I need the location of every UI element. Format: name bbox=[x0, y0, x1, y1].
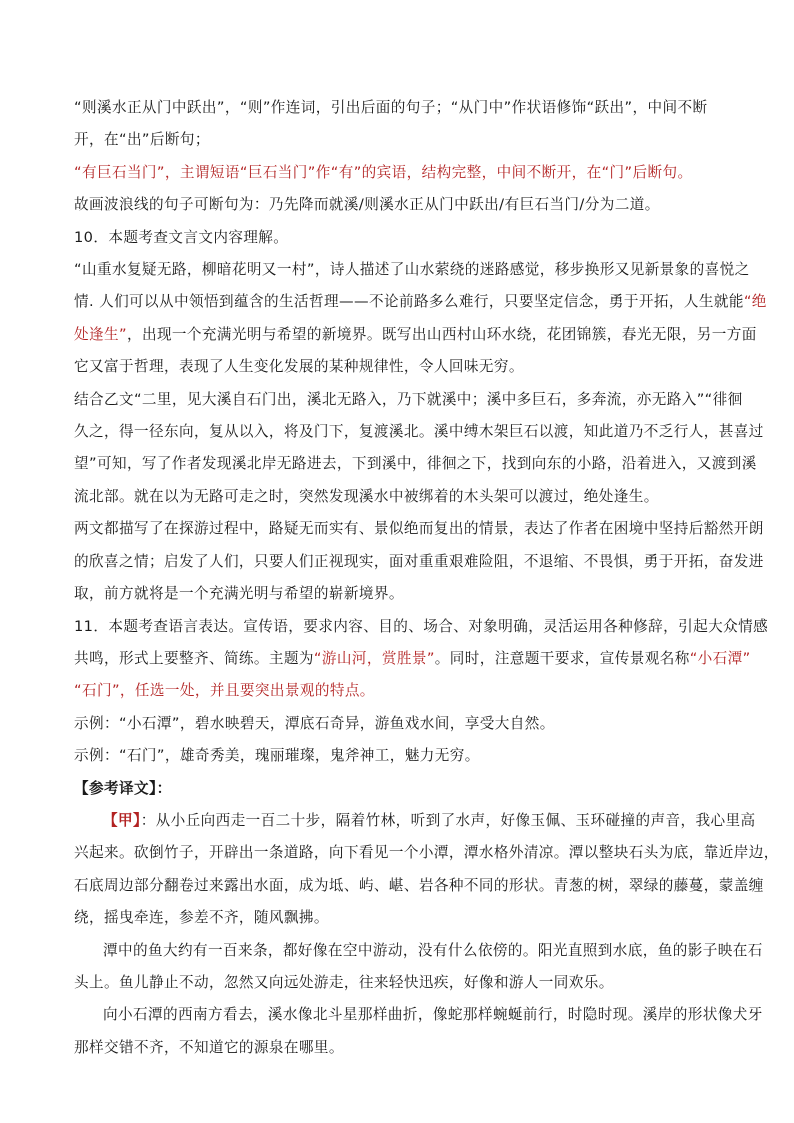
highlighted-line: “石门”，任选一处，并且要突出景观的特点。 bbox=[74, 682, 375, 700]
text-span: 共鸣，形式上要整齐、简练。主题为 bbox=[74, 649, 314, 667]
text-span: 。同时，注意题干要求，宣传景观名称 bbox=[434, 649, 690, 667]
text-line: 潭中的鱼大约有一百来条，都好像在空中游动，没有什么依傍的。阳光直照到水底，鱼的影子映在石 bbox=[103, 941, 763, 959]
text-line bbox=[74, 286, 767, 318]
text-line: 它又富于哲理，表现了人生变化发展的某种规律性，令人回味无穷。 bbox=[74, 358, 524, 376]
highlighted-span: “游山河，赏胜景” bbox=[313, 649, 435, 667]
question-heading: 10．本题考查文言文内容理解。 bbox=[74, 228, 289, 246]
example-line: 示例：“石门”，雄奇秀美，瑰丽璀璨，鬼斧神工，魅力无穷。 bbox=[74, 747, 480, 765]
text-line bbox=[74, 805, 756, 837]
text-line: 兴起来。砍倒竹子，开辟出一条道路，向下看见一个小潭，潭水格外清凉。潭以整块石头为底，靠近岸边， bbox=[74, 844, 779, 862]
text-line: 望”可知，写了作者发现溪北岸无路进去，下到溪中，徘徊之下，找到向东的小路，沿着进入，又渡到溪 bbox=[74, 455, 757, 473]
text-span: ，出现一个充满光明与希望的新境界。既写出山西村山环水绕，花团锦簇，春光无限，另一方面 bbox=[126, 325, 757, 343]
text-line bbox=[74, 319, 757, 351]
question-heading: 11．本题考查语言表达。宣传语，要求内容、目的、场合、对象明确，灵活运用各种修辞，引起大众情感 bbox=[74, 617, 769, 635]
text-line: 取，前方就将是一个充满光明与希望的崭新境界。 bbox=[74, 585, 404, 603]
text-span: 情. 人们可以从中领悟到蕴含的生活哲理——不论前路多么难行，只要坚定信念，勇于开拓，人生就能 bbox=[74, 293, 744, 311]
text-line bbox=[74, 643, 751, 675]
text-line: 结合乙文“二里，见大溪自石门出，溪北无路入，乃下就溪中；溪中多巨石，多奔流，亦无路入”“徘徊 bbox=[74, 390, 743, 408]
text-line: 开，在“出”后断句； bbox=[74, 131, 210, 149]
text-line: 久之，得一径东向，复从以入，将及门下，复渡溪北。溪中缚木架巨石以渡，知此道乃不乏行人，甚喜过 bbox=[74, 423, 764, 441]
text-line: 的欣喜之情；启发了人们，只要人们正视现实，面对重重艰难险阻，不退缩、不畏惧，勇于开拓，奋发进 bbox=[74, 552, 764, 570]
highlighted-span: “绝 bbox=[743, 293, 767, 311]
text-line: 头上。鱼儿静止不动，忽然又向远处游走，往来轻快迅疾，好像和游人一同欢乐。 bbox=[74, 973, 614, 991]
highlighted-line: “有巨石当门”，主谓短语“巨石当门”作“有”的宾语，结构完整，中间不断开，在“门”后断句。 bbox=[74, 163, 693, 181]
text-span: ：从小丘向西走一百二十步，隔着竹林，听到了水声，好像玉佩、玉环碰撞的声音，我心里高 bbox=[140, 811, 756, 829]
highlighted-span: “小石潭” bbox=[689, 649, 751, 667]
text-line: 两文都描写了在探游过程中，路疑无而实有、景似绝而复出的情景，表达了作者在困境中坚持后豁然开朗 bbox=[74, 520, 764, 538]
highlighted-span: 处逢生” bbox=[74, 325, 127, 343]
section-marker: 【甲】 bbox=[103, 811, 141, 829]
text-line: 向小石潭的西南方看去，溪水像北斗星那样曲折，像蛇那样蜿蜒前行，时隐时现。溪岸的形状像犬牙 bbox=[103, 1006, 763, 1024]
text-line: “则溪水正从门中跃出”，“则”作连词，引出后面的句子；“从门中”作状语修饰“跃出”，中间不断 bbox=[74, 99, 708, 116]
text-line: “山重水复疑无路，柳暗花明又一村”，诗人描述了山水萦绕的迷路感觉，移步换形又见新景象的喜悦之 bbox=[74, 261, 750, 279]
text-line: 绕，摇曳牵连，参差不齐，随风飘拂。 bbox=[74, 909, 329, 927]
text-line: 石底周边部分翻卷过来露出水面，成为坻、屿、嵁、岩各种不同的形状。青葱的树，翠绿的藤蔓，蒙盖缠 bbox=[74, 876, 764, 894]
text-line: 故画波浪线的句子可断句为：乃先降而就溪/则溪水正从门中跃出/有巨石当门/分为二道。 bbox=[74, 196, 660, 214]
text-line: 流北部。就在以为无路可走之时，突然发现溪水中被绑着的木头架可以渡过，绝处逢生。 bbox=[74, 487, 659, 505]
example-line: 示例：“小石潭”，碧水映碧天，潭底石奇异，游鱼戏水间，享受大自然。 bbox=[74, 714, 555, 732]
text-line: 那样交错不齐，不知道它的源泉在哪里。 bbox=[74, 1038, 344, 1056]
translation-heading: 【参考译文】： bbox=[74, 779, 172, 797]
